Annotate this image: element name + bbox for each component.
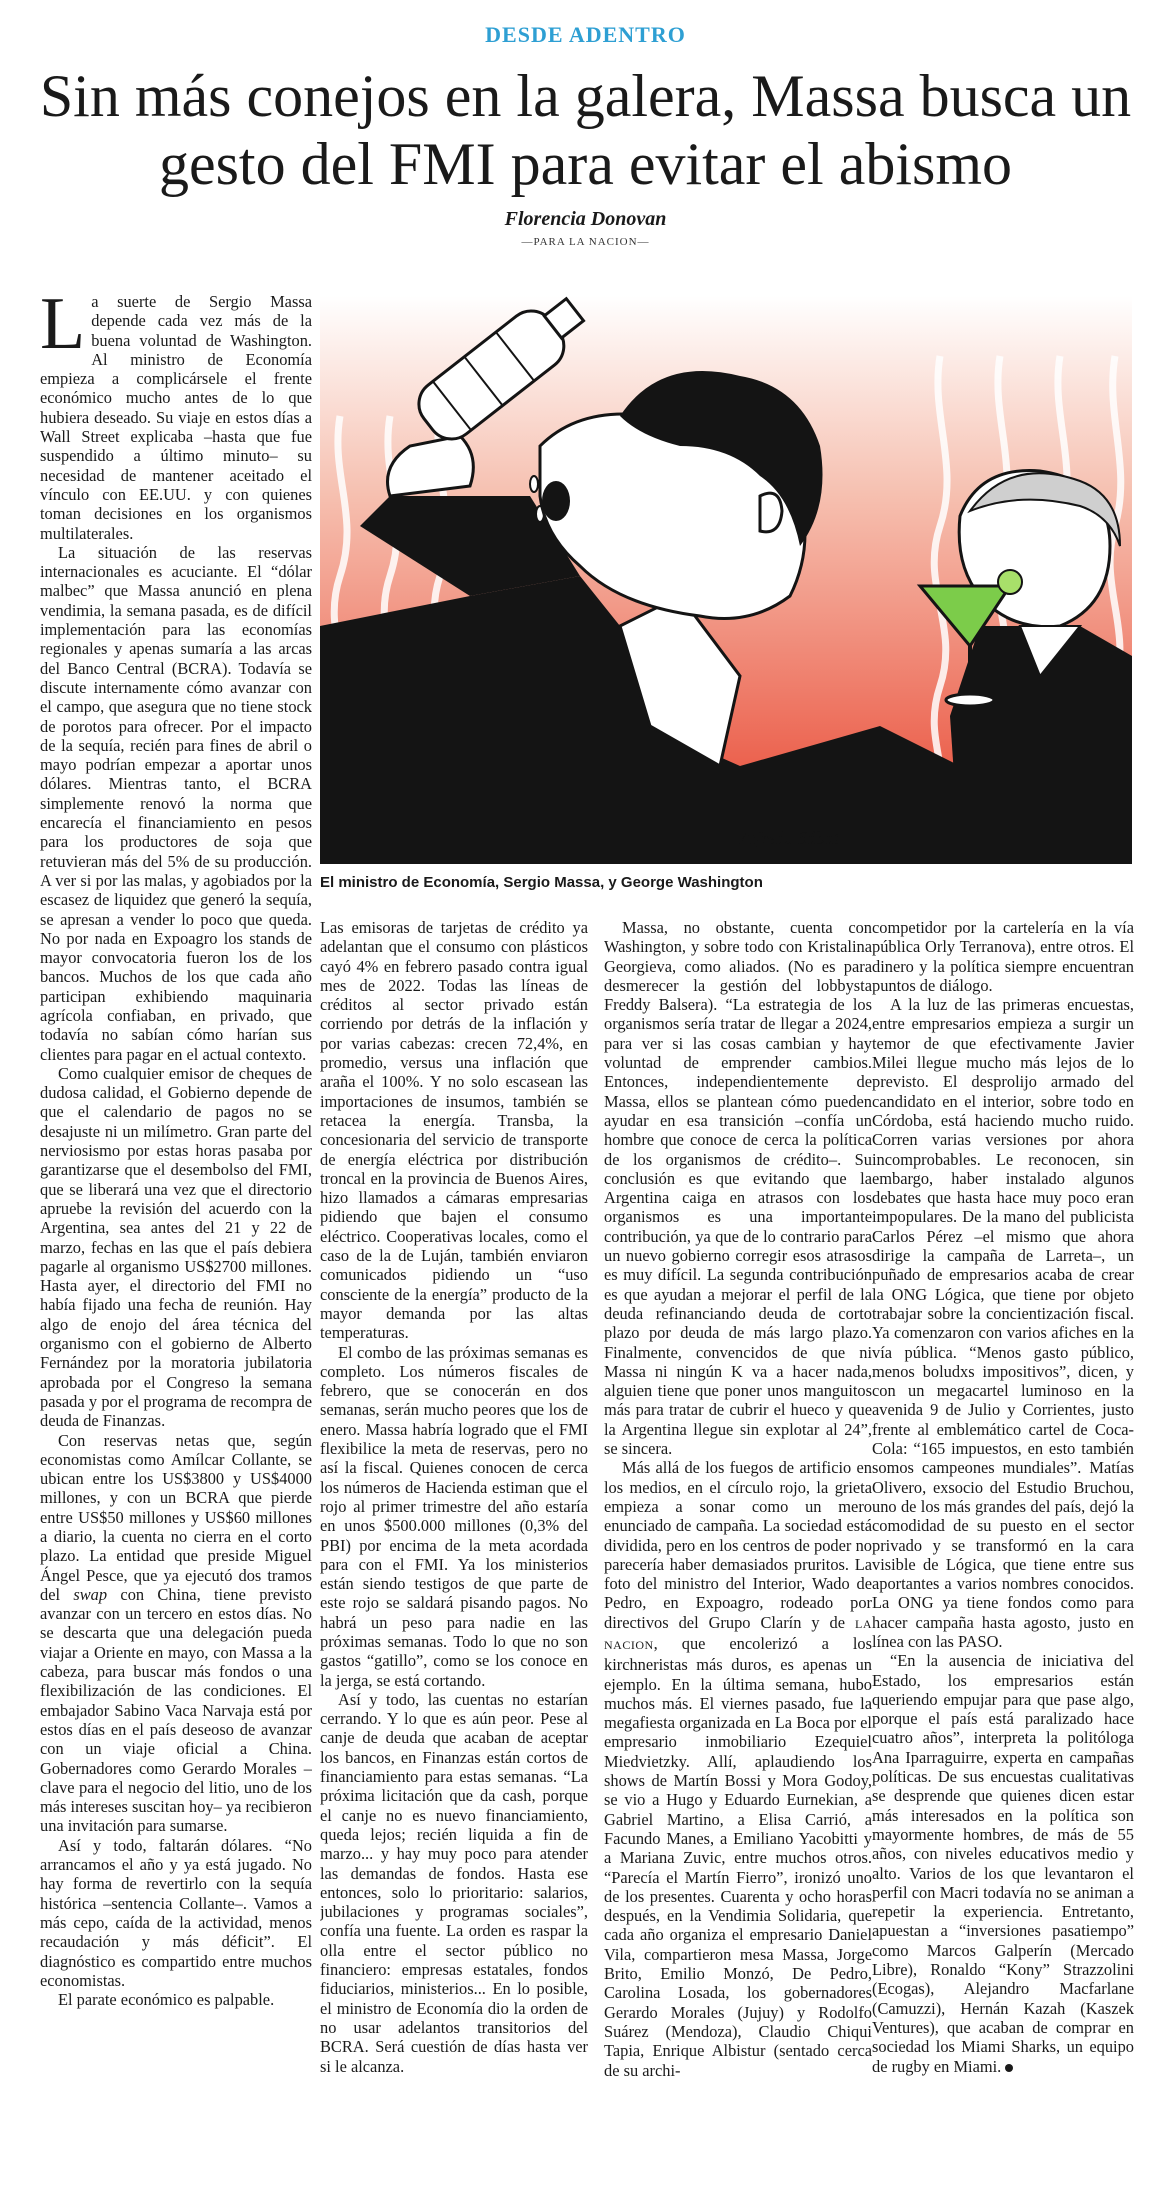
body-paragraph: Massa, no obstante, cuenta con Washington, y sobre todo con Kristalina Georgieva, como aliados. (No es para desmerecer la gestión del lobbysta Freddy Balsera). “La estrategia de los organismos sería tratar de llegar a 2024, para ver si las cosas cambian y hay voluntad de emprender cambios. Entonces, independientemente de Massa, ellos se plantean cómo pueden ayudar en esa transición –confía un hombre que conoce de cerca la política de los organismos de crédito–. Su conclusión es que evitando que la Argentina caiga en atrasos con los organismos es una importante contribución, ya que de lo contrario para un nuevo gobierno corregir esos atrasos es muy difícil. La segunda contribución es que ayudan a mejorar el perfil de la deuda refinanciando deuda de corto plazo por deuda de más largo plazo. Finalmente, convencidos de que ni Massa ni ningún K va a hacer nada, alguien tiene que poner unos manguitos más para tratar de cubrir el hueco y que la Argentina llegue sin explotar al 24”, se sincera. [604, 918, 872, 1459]
body-paragraph: Más allá de los fuegos de artificio en los medios, en el círculo rojo, la grieta empieza a sonar como un mero enunciado de campaña. La sociedad está dividida, pero en los centros de poder no parecería haber demasiados pruritos. La foto del ministro del Interior, Wado de Pedro, en Expoagro, rodeado por directivos del Grupo Clarín y de LA NACION, que encolerizó a los kirchneristas más duros, es apenas un ejemplo. En la última semana, hubo muchos más. El viernes pasado, fue la megafiesta organizada en La Boca por el empresario inmobiliario Ezequiel Miedvietzky. Allí, aplaudiendo los shows de Martín Bossi y Mora Godoy, se vio a Hugo y Eduardo Eurnekian, a Gabriel Martino, a Elisa Carrió, a Facundo Manes, a Emiliano Yacobitti y a Mariana Zuvic, entre muchos otros. “Parecía el Martín Fierro”, ironizó uno de los presentes. Cuarenta y ocho horas después, en la Vendimia Solidaria, que cada año organiza el empresario Daniel Vila, compartieron mesa Massa, Jorge Brito, Emilio Monzó, De Pedro, Carolina Losada, los gobernadores Gerardo Morales (Jujuy) y Rodolfo Suárez (Mendoza), Claudio Chiqui Tapia, Enrique Albistur (sentado cerca de su archi- [604, 1458, 872, 2080]
author-byline: Florencia Donovan [504, 208, 667, 230]
body-paragraph: A la luz de las primeras encuestas, entre empresarios empieza a surgir un temor de que efectivamente Javier Milei llegue mucho más lejos de lo previsto. El desprolijo armado del candidato en el interior, sobre todo en Córdoba, está haciendo mucho ruido. Corren varias versiones por ahora incomprobables. Le reconocen, sin embargo, haber instalado algunos debates que hasta hace muy poco eran impopulares. De la mano del publicista Carlos Pérez –el mismo que ahora dirige la campaña de Larreta–, un puñado de empresarios acaba de crear la ONG Lógica, que tiene por objeto trabajar sobre la concientización fiscal. Ya comenzaron con varios afiches en la vía pública. “Menos gasto público, menos boludxs impositivos”, dicen, y con un megacartel luminoso en la avenida 9 de Julio y Corrientes, justo frente al emblemático cartel de Coca-Cola: “165 impuestos, en esto también somos campeones mundiales”. Matías Olivero, exsocio del Estudio Bruchou, uno de los más grandes del país, dejó la comodidad de su puesto en el sector privado y se transformó en la cara visible de Lógica, que tiene entre sus aportantes a varios nombres conocidos. La ONG ya tiene fondos como para hacer campaña hasta agosto, justo en línea con las PASO. [872, 995, 1134, 1651]
section-kicker: DESDE ADENTRO [485, 22, 686, 47]
body-column-4 [872, 918, 1134, 2178]
body-paragraph: competidor por la cartelería en la vía pública Orly Terranova), entre otros. El dinero y la política siempre encuentran puntos de diálogo. [872, 918, 1134, 995]
body-paragraph: La situación de las reservas internacionales es acuciante. El “dólar malbec” que Massa anunció en plena vendimia, la semana pasada, es de difícil implementación para las economías regionales y apenas sumaría a las arcas del Banco Central (BCRA). Todavía se discute internamente cómo avanzar con el campo, que asegura que no tiene stock de porotos para ofrecer. Por el impacto de la sequía, recién para fines de abril o mayo podrían empezar a aportar unos dólares. Mientras tanto, el BCRA simplemente renovó la norma que encarecía el financiamiento en pesos para los productores de soja que retuvieran más del 5% de su producción. A ver si por las malas, y agobiados por la escasez de liquidez que generó la sequía, se apresan a vender lo poco que queda. No por nada en Expoagro los stands de mayor convocatoria fueron los de los bancos. Muchos de los que cada año participan exhibiendo maquinaria agrícola confiaban, en privado, que todavía no sabían cómo harían sus clientes para pagar en el actual contexto. [40, 542, 312, 1064]
author-note: —PARA LA NACION— [521, 236, 650, 248]
body-paragraph: La suerte de Sergio Massa depende cada vez más de la buena voluntad de Washington. Al ministro de Economía empieza a complicársele el frente económico mucho antes de lo que hubiera deseado. Su viaje en estos días a Wall Street explicaba –hasta que fue suspendido a último minuto– su necesidad de mantener aceitado el vínculo con EE.UU. y con quienes toman decisiones en los organismos multilaterales. [40, 292, 312, 543]
body-paragraph: Las emisoras de tarjetas de crédito ya adelantan que el consumo con plásticos cayó 4% en febrero pasado contra igual mes de 2022. Todas las líneas de créditos al sector privado están corriendo por detrás de la inflación y por varias cabezas: crecen 72,4%, en promedio, versus una inflación que araña el 100%. Y no solo escasean las importaciones de insumos, también se retacea la energía. Transba, la concesionaria del servicio de transporte de energía eléctrica por distribución troncal en la provincia de Buenos Aires, hizo llamados a cámaras empresarias pidiendo que bajen el consumo eléctrico. Cooperativas locales, como el caso de la de Luján, también enviaron comunicados pidiendo un “uso consciente de la energía” producto de la mayor demanda por las altas temperaturas. [320, 918, 588, 1343]
body-column-2 [320, 918, 588, 2178]
body-paragraph: El combo de las próximas semanas es completo. Los números fiscales de febrero, que se conocerán en dos semanas, serán mucho peores que los de enero. Massa habría logrado que el FMI flexibilice la meta de reservas, pero no así la fiscal. Quienes conocen de cerca los números de Hacienda estiman que el rojo al primer trimestre del año estaría en unos $500.000 millones (0,3% del PBI) por encima de la meta acordada para con el FMI. Ya los ministerios están siendo testigos de que parte de este rojo se saldará pisando pagos. No habrá un peso para nadie en las próximas semanas. Todo lo que no son gastos “gatillo”, como se los conoce en la jerga, se está cortando. [320, 1342, 588, 1690]
body-paragraph: Como cualquier emisor de cheques de dudosa calidad, el Gobierno depende de que el calendario de pagos no se desajuste ni un milímetro. Gran parte del nerviosismo por estas horas pasaba por garantizarse que el desembolso del FMI, que se liberará una vez que el directorio apruebe la revisión del acuerdo con la Argentina, sea antes del 21 y 22 de marzo, fechas en las que el país debiera pagarle al organismo US$2700 millones. Hasta ayer, el directorio del FMI no había fijado una fecha de reunión. Hay algo de enojo del área técnica del organismo con el gobierno de Alberto Fernández por la moratoria jubilatoria aprobada por el Congreso la semana pasada y por el programa de recompra de deuda de Finanzas. [40, 1063, 312, 1431]
body-paragraph: Con reservas netas que, según economistas como Amílcar Collante, se ubican entre los US$3800 y US$4000 millones, y con un BCRA que pierde entre US$50 millones y US$60 millones a diario, la cuenta no cierra en el corto plazo. La entidad que preside Miguel Ángel Pesce, que ya ejecutó dos tramos del swap con China, tiene previsto avanzar con un tercero en estos días. No se descarta que una delegación pueda viajar a Oriente en mayo, con Massa a la cabeza, para buscar más fondos o una flexibilización de las condiciones. El embajador Sabino Vaca Narvaja está por estos días en el país deseoso de avanzar con un viaje oficial a China. Gobernadores como Gerardo Morales –clave para el negocio del litio, uno de los más intereses suscitan hoy– ya recibieron una invitación para sumarse. [40, 1430, 312, 1836]
body-column-1 [40, 292, 312, 2177]
artist-signature: Alfredo Sábat [740, 828, 839, 848]
caricature-illustration [320, 296, 1132, 864]
body-paragraph: Así y todo, faltarán dólares. “No arrancamos el año y ya está jugado. No hay forma de revertirlo con la sequía histórica –sentencia Collante–. Vamos a más cepo, caída de la actividad, menos recaudación y más déficit”. El diagnóstico es compartido entre muchos economistas. [40, 1835, 312, 1990]
end-mark [1005, 2064, 1013, 2072]
body-paragraph: “En la ausencia de iniciativa del Estado, los empresarios están queriendo empujar para que pase algo, porque el país está paralizado hace cuatro años”, interpreta la politóloga Ana Iparraguirre, experta en campañas políticas. De sus encuestas cualitativas se desprende que quienes dicen estar más interesados en la política son mayormente hombres, de más de 55 años, con niveles educativos medio y alto. Varios de los que levantaron el perfil con Macri todavía no se animan a repetir la experiencia. Entretanto, apuestan a “inversiones pasatiempo” como Marcos Galperín (Mercado Libre), Ronaldo “Kony” Strazzolini (Ecogas), Alejandro Macfarlane (Camuzzi), Hernán Kazah (Kaszek Ventures), que acaban de comprar en sociedad los Miami Sharks, un equipo de rugby en Miami. [872, 1651, 1134, 2076]
body-paragraph: Así y todo, las cuentas no estarían cerrando. Y lo que es aún peor. Pese al canje de deuda que acaban de aceptar los bancos, en Finanzas están cortos de financiamiento para estas semanas. “La próxima licitación que da cash, porque el canje no es nuevo financiamiento, queda lejos; recién liquida a fin de marzo... y hay muy poco para atender las demandas de fondos. Hasta ese entonces, solo lo prioritario: salarios, jubilaciones y programas sociales”, confía una fuente. La orden es raspar la olla entre el sector público no financiero: empresas estatales, fondos fiduciarios, ministerios... En lo posible, el ministro de Economía dio la orden de no usar adelantos transitorios del BCRA. Será cuestión de días hasta ver si le alcanza. [320, 1689, 588, 2076]
body-column-3 [604, 918, 872, 2178]
headline[interactable]: Sin más conejos en la galera, Massa busca un gesto del FMI para evitar el abismo [39, 63, 1132, 197]
drop-cap: L [40, 292, 86, 365]
body-paragraph: El parate económico es palpable. [58, 1990, 275, 2010]
image-caption: El ministro de Economía, Sergio Massa, y George Washington [320, 874, 763, 891]
illustration[interactable] [320, 296, 1132, 864]
